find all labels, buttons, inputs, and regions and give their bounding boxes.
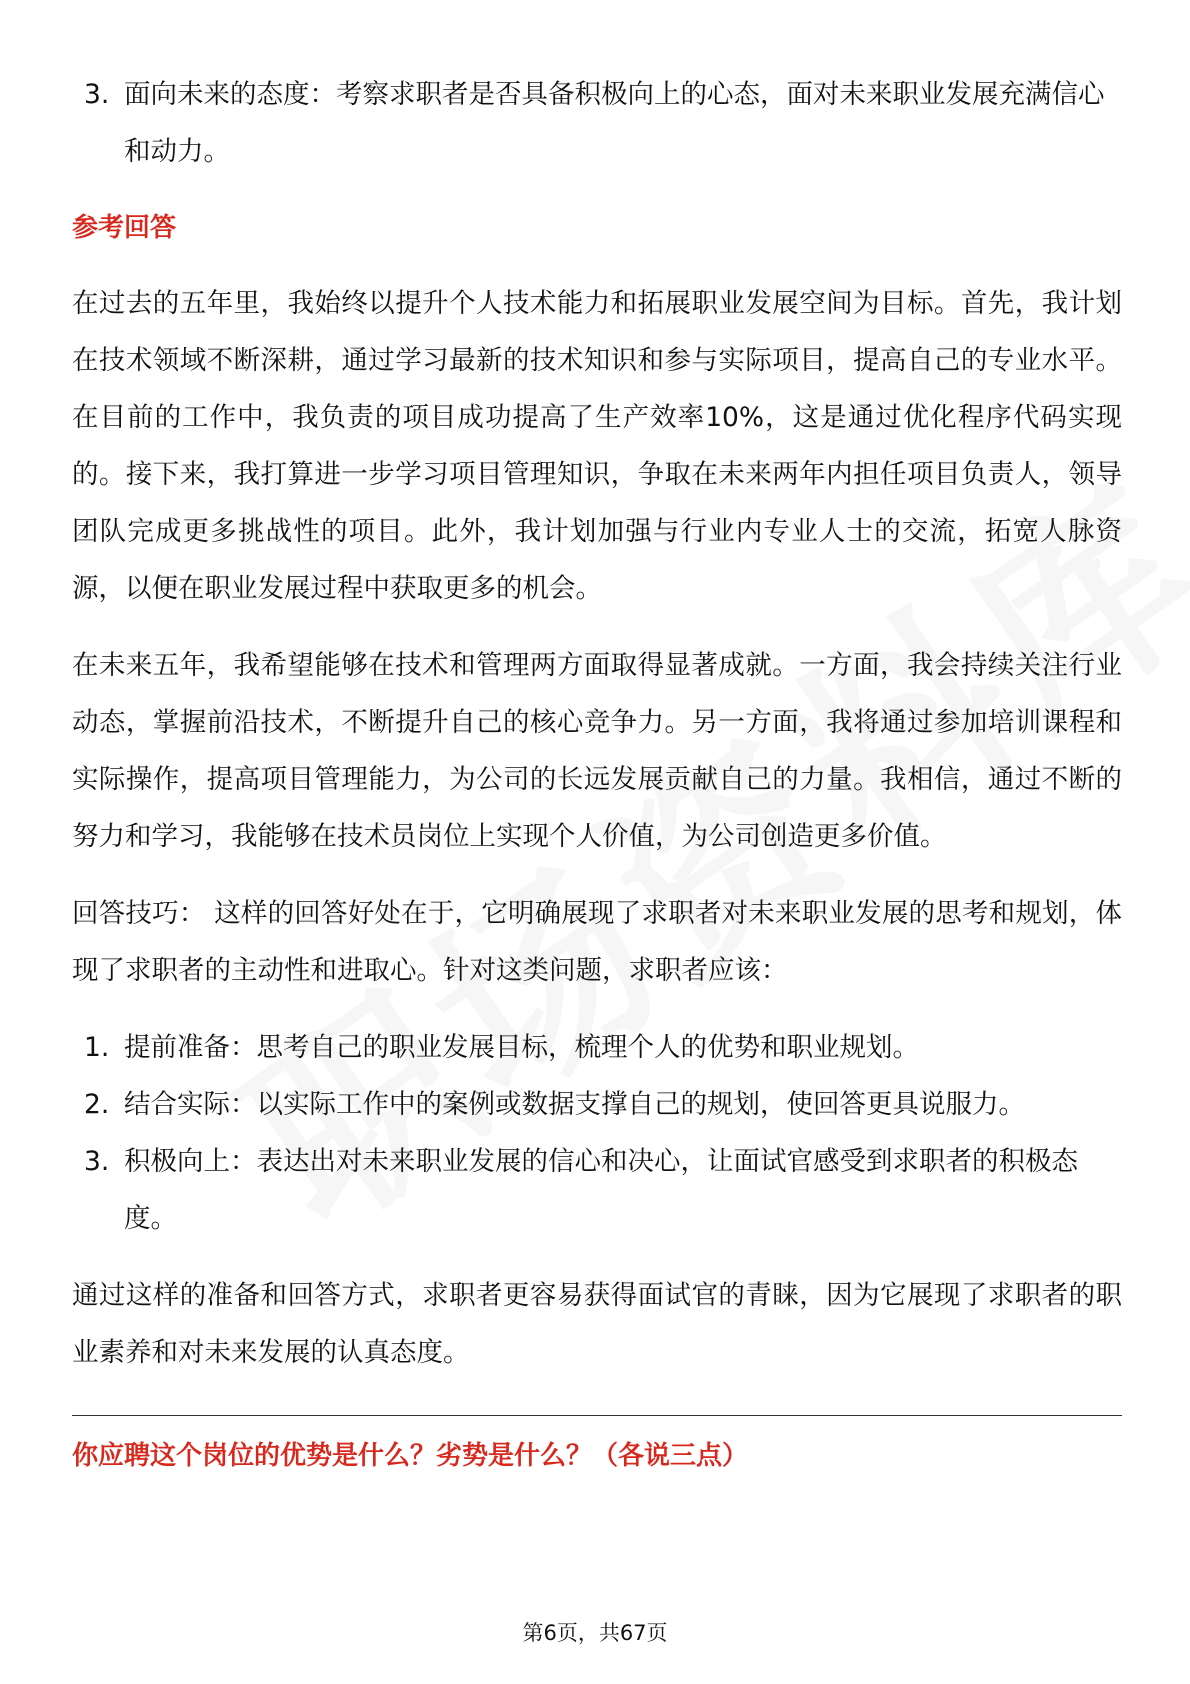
list-item-text: 提前准备：思考自己的职业发展目标，梳理个人的优势和职业规划。 [124, 1032, 919, 1063]
list-item-text: 积极向上：表达出对未来职业发展的信心和决心，让面试官感受到求职者的积极态度。 [124, 1146, 1078, 1234]
page-footer: 第6页，共67页 [522, 1621, 668, 1645]
next-question-heading: 你应聘这个岗位的优势是什么？劣势是什么？（各说三点） [72, 1441, 749, 1471]
list-number: 3. [84, 1146, 110, 1177]
evaluation-points-list [72, 66, 1122, 180]
answer-paragraph-1: 在过去的五年里，我始终以提升个人技术能力和拓展职业发展空间为目标。首先，我计划在技术领域不断深耕，通过学习最新的技术知识和参与实际项目，提高自己的专业水平。在目前的工作中，我负责的项目成功提高了生产效率10%，这是通过优化程序代码实现的。接下来，我打算进一步学习项目管理知识，争取在未来两年内担任项目负责人，领导团队完成更多挑战性的项目。此外，我计划加强与行业内专业人士的交流，拓宽人脉资源，以便在职业发展过程中获取更多的机会。 [72, 288, 1122, 604]
list-item [72, 66, 1122, 180]
answer-paragraph-2: 在未来五年，我希望能够在技术和管理两方面取得显著成就。一方面，我会持续关注行业动态，掌握前沿技术，不断提升自己的核心竞争力。另一方面，我将通过参加培训课程和实际操作，提高项目管理能力，为公司的长远发展贡献自己的力量。我相信，通过不断的努力和学习，我能够在技术员岗位上实现个人价值，为公司创造更多价值。 [72, 650, 1122, 852]
list-item-text: 结合实际：以实际工作中的案例或数据支撑自己的规划，使回答更具说服力。 [124, 1089, 1025, 1120]
list-number: 1. [84, 1032, 110, 1063]
list-item [72, 1133, 1122, 1247]
answer-tips-intro: 回答技巧： 这样的回答好处在于，它明确展现了求职者对未来职业发展的思考和规划，体现了求职者的主动性和进取心。针对这类问题，求职者应该： [72, 898, 1122, 986]
reference-answer-heading: 参考回答 [72, 213, 177, 243]
list-number: 3. [84, 79, 110, 110]
list-item [72, 1076, 1122, 1133]
tips-list [72, 1019, 1122, 1247]
list-number: 2. [84, 1089, 110, 1120]
list-item [72, 1019, 1122, 1076]
page-content [72, 66, 1122, 1485]
list-item-text: 面向未来的态度：考察求职者是否具备积极向上的心态，面对未来职业发展充满信心和动力。 [124, 79, 1105, 167]
closing-paragraph: 通过这样的准备和回答方式，求职者更容易获得面试官的青睐，因为它展现了求职者的职业素养和对未来发展的认真态度。 [72, 1280, 1122, 1368]
section-divider [72, 1415, 1122, 1416]
